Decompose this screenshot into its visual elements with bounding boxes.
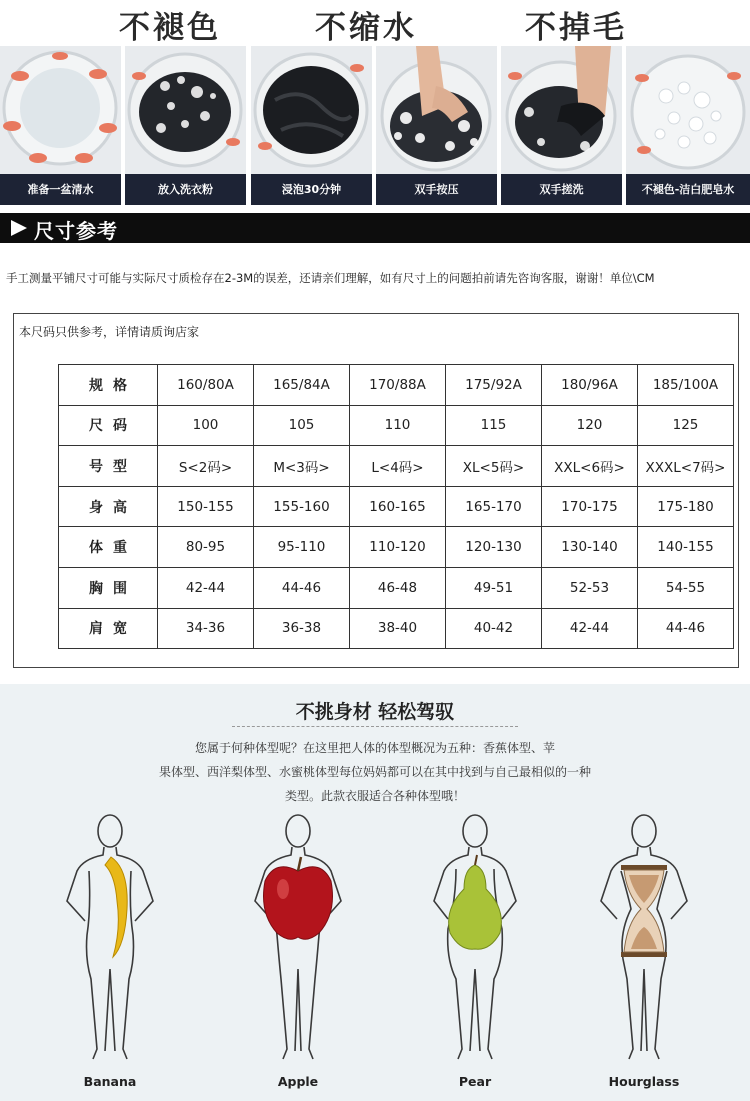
body-type-panel <box>0 684 750 1101</box>
rub-image <box>501 46 622 174</box>
size-cell: 42-44 <box>542 608 638 649</box>
apple-body-figure <box>243 809 353 1064</box>
pear-body-figure <box>420 809 530 1064</box>
size-chart-box <box>13 313 739 668</box>
basin-water-image <box>0 46 121 174</box>
step-caption-5: 双手搓洗 <box>539 183 584 196</box>
size-cell: 38-40 <box>350 608 446 649</box>
banana-label: Banana <box>83 1074 137 1089</box>
size-cell: M<3码> <box>254 446 350 487</box>
size-cell: 165/84A <box>254 365 350 406</box>
wash-banner-titles <box>0 0 750 44</box>
size-cell: 42-44 <box>158 567 254 608</box>
size-cell: 185/100A <box>638 365 734 406</box>
size-row <box>59 527 734 568</box>
size-row <box>59 365 734 406</box>
soap-water-image <box>626 46 750 174</box>
step-caption-6: 不褪色-洁白肥皂水 <box>641 183 735 196</box>
step-photo-2 <box>125 46 246 205</box>
size-row <box>59 567 734 608</box>
size-cell: 140-155 <box>638 527 734 568</box>
size-cell: 170-175 <box>542 486 638 527</box>
row-header: 体重 <box>59 527 158 568</box>
size-row <box>59 486 734 527</box>
row-header: 身高 <box>59 486 158 527</box>
step-photo-5 <box>501 46 622 205</box>
size-cell: 165-170 <box>446 486 542 527</box>
title-no-lint: 不掉毛 <box>525 10 627 46</box>
description-line: 类型。此款衣服适合各种体型哦！ <box>284 789 465 803</box>
step-caption-2: 放入洗衣粉 <box>158 183 213 196</box>
size-cell: 44-46 <box>638 608 734 649</box>
size-cell: 34-36 <box>158 608 254 649</box>
hourglass-label: Hourglass <box>608 1074 680 1089</box>
size-cell: L<4码> <box>350 446 446 487</box>
size-cell: 110 <box>350 405 446 446</box>
size-cell: 125 <box>638 405 734 446</box>
row-header: 规格 <box>59 365 158 406</box>
size-cell: 44-46 <box>254 567 350 608</box>
title-divider <box>232 726 518 727</box>
body-type-title: 不挑身材 轻松驾驭 <box>295 701 455 723</box>
size-cell: 36-38 <box>254 608 350 649</box>
size-cell: 49-51 <box>446 567 542 608</box>
size-cell: S<2码> <box>158 446 254 487</box>
triangle-arrow-icon <box>8 213 30 243</box>
size-cell: 120-130 <box>446 527 542 568</box>
size-cell: XL<5码> <box>446 446 542 487</box>
step-photo-1 <box>0 46 121 205</box>
body-type-description <box>140 736 610 808</box>
size-cell: 105 <box>254 405 350 446</box>
apple-label: Apple <box>277 1074 319 1089</box>
size-cell: 46-48 <box>350 567 446 608</box>
description-line: 您属于何种体型呢？在这里把人体的体型概况为五种：香蕉体型、苹 <box>194 741 555 755</box>
step-caption-4: 双手按压 <box>414 183 459 196</box>
detergent-image <box>125 46 246 174</box>
step-caption-3: 浸泡30分钟 <box>281 183 342 196</box>
title-no-shrink: 不缩水 <box>315 10 417 46</box>
hourglass-body-figure <box>589 809 699 1064</box>
size-cell: 54-55 <box>638 567 734 608</box>
title-no-fade: 不褪色 <box>119 10 221 46</box>
step-caption-1: 准备一盆清水 <box>27 183 94 196</box>
step-photo-4 <box>376 46 497 205</box>
size-cell: XXL<6码> <box>542 446 638 487</box>
wash-steps <box>0 46 750 205</box>
size-cell: 170/88A <box>350 365 446 406</box>
size-cell: 180/96A <box>542 365 638 406</box>
size-cell: 160/80A <box>158 365 254 406</box>
apple-icon <box>264 867 333 939</box>
row-header: 尺码 <box>59 405 158 446</box>
size-cell: 130-140 <box>542 527 638 568</box>
row-header: 胸围 <box>59 567 158 608</box>
row-header: 肩宽 <box>59 608 158 649</box>
step-photo-6 <box>626 46 750 205</box>
press-image <box>376 46 497 174</box>
description-line: 果体型、西洋梨体型、水蜜桃体型每位妈妈都可以在其中找到与自己最相似的一种 <box>158 765 591 779</box>
size-cell: 155-160 <box>254 486 350 527</box>
size-cell: 120 <box>542 405 638 446</box>
size-row <box>59 405 734 446</box>
size-cell: 175/92A <box>446 365 542 406</box>
size-cell: 175-180 <box>638 486 734 527</box>
pear-label: Pear <box>458 1074 492 1089</box>
size-chart-note: 本尺码只供参考，详情请质询店家 <box>19 325 200 339</box>
size-cell: 80-95 <box>158 527 254 568</box>
size-chart-table <box>58 364 734 649</box>
size-reference-header <box>0 213 750 243</box>
size-cell: 40-42 <box>446 608 542 649</box>
measurement-notice: 手工测量平铺尺寸可能与实际尺寸质检存在2-3M的误差，还请亲们理解，如有尺寸上的问题拍前请先咨询客服，谢谢！单位\CM <box>6 271 655 285</box>
size-cell: 110-120 <box>350 527 446 568</box>
size-cell: 115 <box>446 405 542 446</box>
hourglass-icon <box>621 865 667 957</box>
banana-body-figure <box>55 809 165 1064</box>
soak-image <box>251 46 372 174</box>
size-cell: XXXL<7码> <box>638 446 734 487</box>
size-cell: 52-53 <box>542 567 638 608</box>
size-cell: 95-110 <box>254 527 350 568</box>
step-photo-3 <box>251 46 372 205</box>
row-header: 号型 <box>59 446 158 487</box>
size-cell: 160-165 <box>350 486 446 527</box>
size-cell: 100 <box>158 405 254 446</box>
section-title: 尺寸参考 <box>34 219 118 243</box>
size-cell: 150-155 <box>158 486 254 527</box>
banana-icon <box>105 857 127 957</box>
size-row <box>59 446 734 487</box>
size-row <box>59 608 734 649</box>
